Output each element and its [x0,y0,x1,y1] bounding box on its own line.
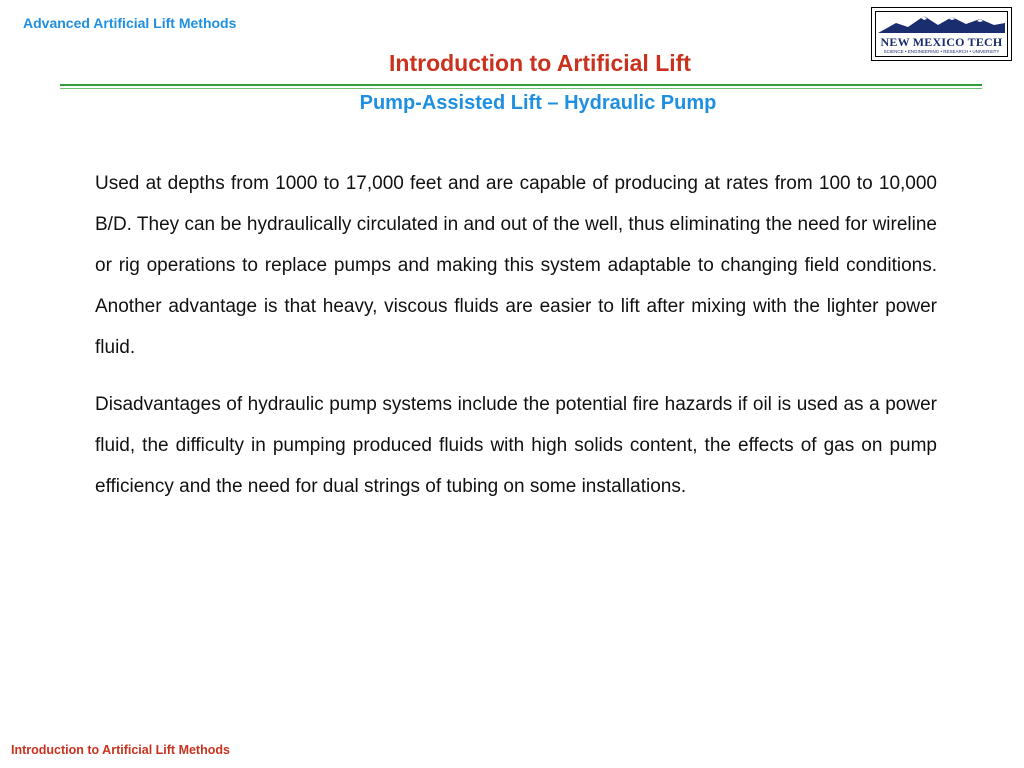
logo-name: NEW MEXICO TECH [880,35,1003,49]
course-title: Advanced Artificial Lift Methods [23,15,237,31]
paragraph-advantages: Used at depths from 1000 to 17,000 feet and are capable of producing at rates from 100 to 10,000 B/D. They can be hydraulically circulated in and out of the well, thus eliminating the need for wireline or rig operations to replace pumps and making this system adaptable to changing field conditions. Another advantage is that heavy, viscous fluids are easier to lift after mixing with the lighter power fluid. [95,173,937,358]
slide-subtitle: Pump-Assisted Lift – Hydraulic Pump [359,92,717,114]
slide-title: Introduction to Artificial Lift [389,50,691,76]
footer-text: Introduction to Artificial Lift Methods [11,743,230,757]
paragraph-disadvantages: Disadvantages of hydraulic pump systems include the potential fire hazards if oil is used as a power fluid, the difficulty in pumping produced fluids with high solids content, the effects of gas on pump efficiency and the need for dual strings of tubing on some installations. [95,394,937,497]
mountain-icon [876,11,1007,35]
title-divider [60,84,982,86]
title-divider-secondary [60,88,982,89]
logo-tagline: SCIENCE • ENGINEERING • RESEARCH • UNIVERSITY [883,49,1000,54]
slide-body [95,163,937,523]
